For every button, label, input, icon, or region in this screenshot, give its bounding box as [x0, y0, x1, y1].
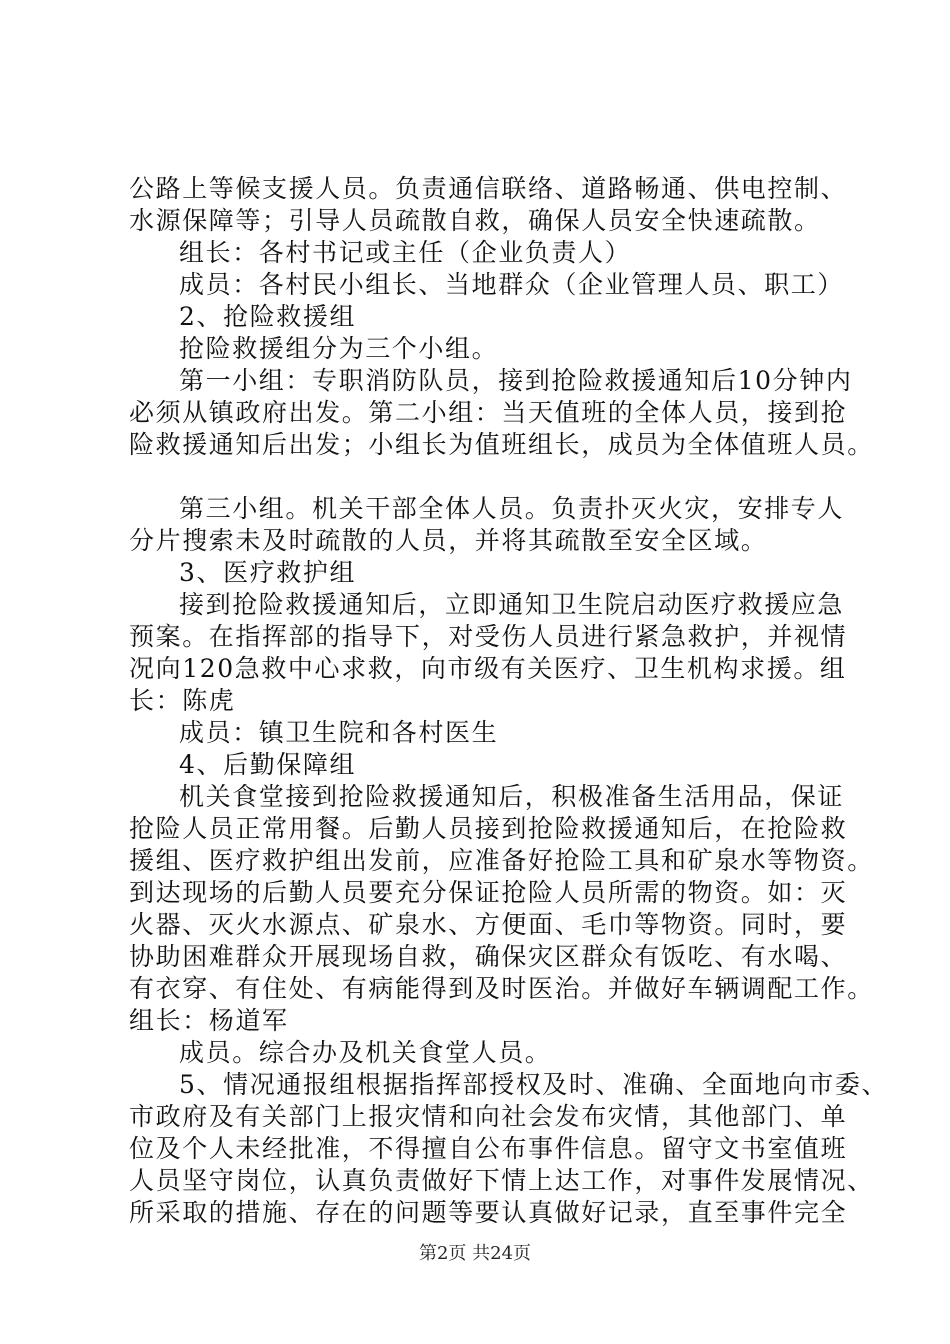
section-heading: 5、情况通报组根据指挥部授权及时、准确、全面地向市委、 — [179, 1070, 889, 1099]
text-line: 况向120急救中心求救，向市级有关医疗、卫生机构求援。组 — [129, 654, 847, 683]
paragraph-gap — [129, 461, 854, 493]
text-line: 成员。综合办及机关食堂人员。 — [179, 1038, 552, 1067]
text-line: 成员：镇卫生院和各村医生 — [179, 718, 499, 747]
section-heading: 4、后勤保障组 — [179, 750, 357, 779]
text-line: 所采取的措施、存在的问题等要认真做好记录，直至事件完全 — [129, 1198, 848, 1227]
text-line: 接到抢险救援通知后，立即通知卫生院启动医疗救援应急 — [179, 590, 845, 619]
text-line: 第一小组：专职消防队员，接到抢险救援通知后10分钟内 — [179, 366, 853, 395]
text-line: 抢险人员正常用餐。后勤人员接到抢险救援通知后，在抢险救 — [129, 814, 848, 843]
text-line: 成员：各村民小组长、当地群众（企业管理人员、职工） — [179, 270, 845, 299]
text-line: 组长：各村书记或主任（企业负责人） — [179, 238, 632, 267]
page-number-footer: 第2页 共24页 — [418, 1243, 532, 1264]
text-line: 第三小组。机关干部全体人员。负责扑灭火灾，安排专人 — [179, 494, 845, 523]
section-heading: 3、医疗救护组 — [179, 558, 357, 587]
text-line: 必须从镇政府出发。第二小组：当天值班的全体人员，接到抢 — [129, 398, 848, 427]
text-line: 险救援通知后出发；小组长为值班组长，成员为全体值班人员。 — [129, 430, 874, 459]
text-line: 预案。在指挥部的指导下，对受伤人员进行紧急救护，并视情 — [129, 622, 848, 651]
text-line: 到达现场的后勤人员要充分保证抢险人员所需的物资。如：灭 — [129, 878, 848, 907]
text-line: 水源保障等；引导人员疏散自救，确保人员安全快速疏散。 — [129, 206, 821, 235]
text-line: 公路上等候支援人员。负责通信联络、道路畅通、供电控制、 — [129, 174, 848, 203]
document-body — [129, 173, 889, 1229]
text-line: 市政府及有关部门上报灾情和向社会发布灾情，其他部门、单 — [129, 1102, 848, 1131]
text-line: 分片搜索未及时疏散的人员，并将其疏散至安全区域。 — [129, 526, 768, 555]
text-line: 组长：杨道军 — [129, 1006, 289, 1035]
text-line: 抢险救援组分为三个小组。 — [179, 334, 499, 363]
text-line: 协助困难群众开展现场自救，确保灾区群众有饭吃、有水喝、 — [129, 942, 848, 971]
text-line: 位及个人未经批准，不得擅自公布事件信息。留守文书室值班 — [129, 1134, 848, 1163]
text-line: 援组、医疗救护组出发前，应准备好抢险工具和矿泉水等物资。 — [129, 846, 874, 875]
section-heading: 2、抢险救援组 — [179, 302, 357, 331]
text-line: 人员坚守岗位，认真负责做好下情上达工作，对事件发展情况、 — [129, 1166, 874, 1195]
text-line: 机关食堂接到抢险救援通知后，积极准备生活用品，保证 — [179, 782, 845, 811]
text-line: 有衣穿、有住处、有病能得到及时医治。并做好车辆调配工作。 — [129, 974, 874, 1003]
text-line: 火器、灭火水源点、矿泉水、方便面、毛巾等物资。同时，要 — [129, 910, 848, 939]
text-line: 长：陈虎 — [129, 686, 236, 715]
